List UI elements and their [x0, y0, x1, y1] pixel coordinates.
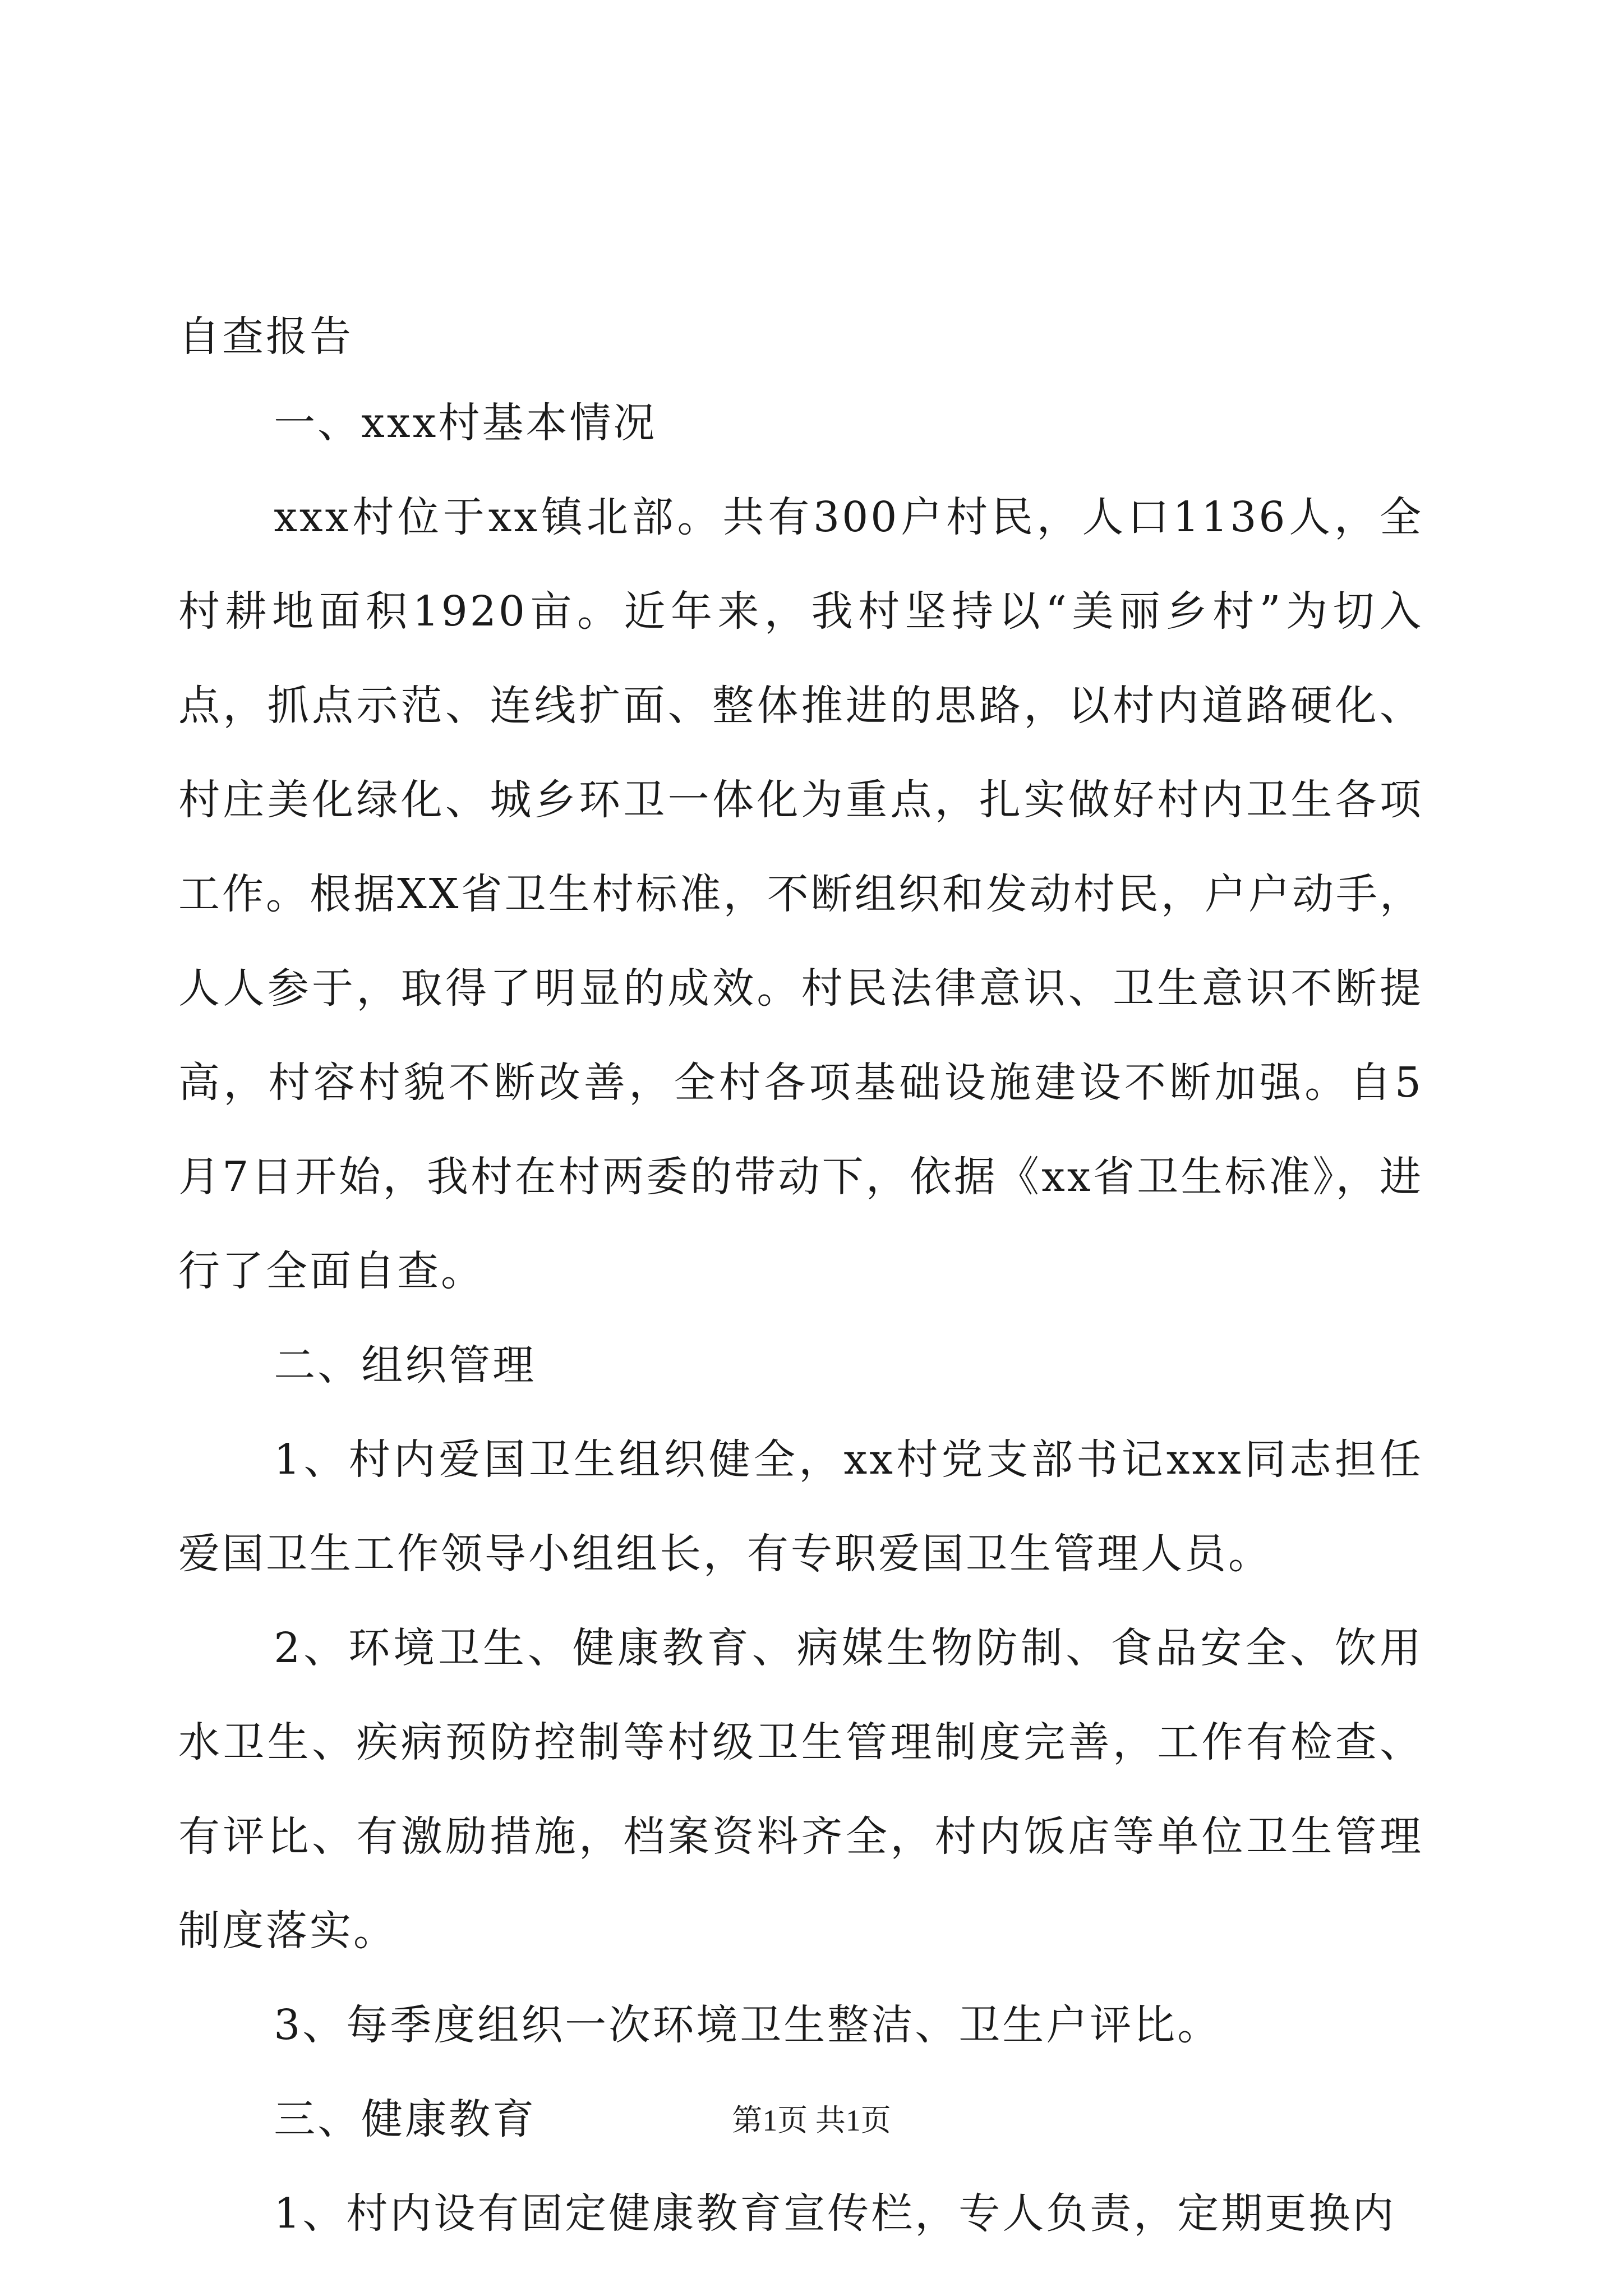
paragraph-health-item-1: 1、村内设有固定健康教育宣传栏，专人负责，定期更换内: [274, 2189, 1396, 2238]
paragraph-org-item-2: 2、环境卫生、健康教育、病媒生物防制、食品安全、饮用水卫生、疾病预防控制等村级卫生管理制度完善，工作有检查、有评比、有激励措施，档案资料齐全，村内饭店等单位卫生管理制度落实。: [178, 1624, 1423, 1955]
paragraph-village-overview: xxx村位于xx镇北部。共有300户村民，人口1136人，全村耕地面积1920亩。近年来，我村坚持以“美丽乡村”为切入点，抓点示范、连线扩面、整体推进的思路，以村内道路硬化、村庄美化绿化、城乡环卫一体化为重点，扎实做好村内卫生各项工作。根据XX省卫生村标准，不断组织和发动村民，户户动手，人人参于，取得了明显的成效。村民法律意识、卫生意识不断提高，村容村貌不断改善，全村各项基础设施建设不断加强。自5月7日开始，我村在村两委的带动下，依据《xx省卫生标准》，进行了全面自查。: [178, 493, 1423, 1295]
paragraph-org-item-3: 3、每季度组织一次环境卫生整洁、卫生户评比。: [274, 2001, 1221, 2049]
section-heading-1: 一、xxx村基本情况: [274, 399, 657, 447]
document-body: [178, 297, 1423, 2261]
section-heading-3: 三、健康教育: [274, 2095, 537, 2143]
document-title: 自查报告: [178, 312, 353, 361]
section-heading-2: 二、组织管理: [274, 1341, 537, 1389]
paragraph-org-item-1: 1、村内爱国卫生组织健全，xx村党支部书记xxx同志担任爱国卫生工作领导小组组长，有专职爱国卫生管理人员。: [178, 1435, 1423, 1578]
page-number-footer: 第1页 共1页: [732, 2104, 891, 2137]
